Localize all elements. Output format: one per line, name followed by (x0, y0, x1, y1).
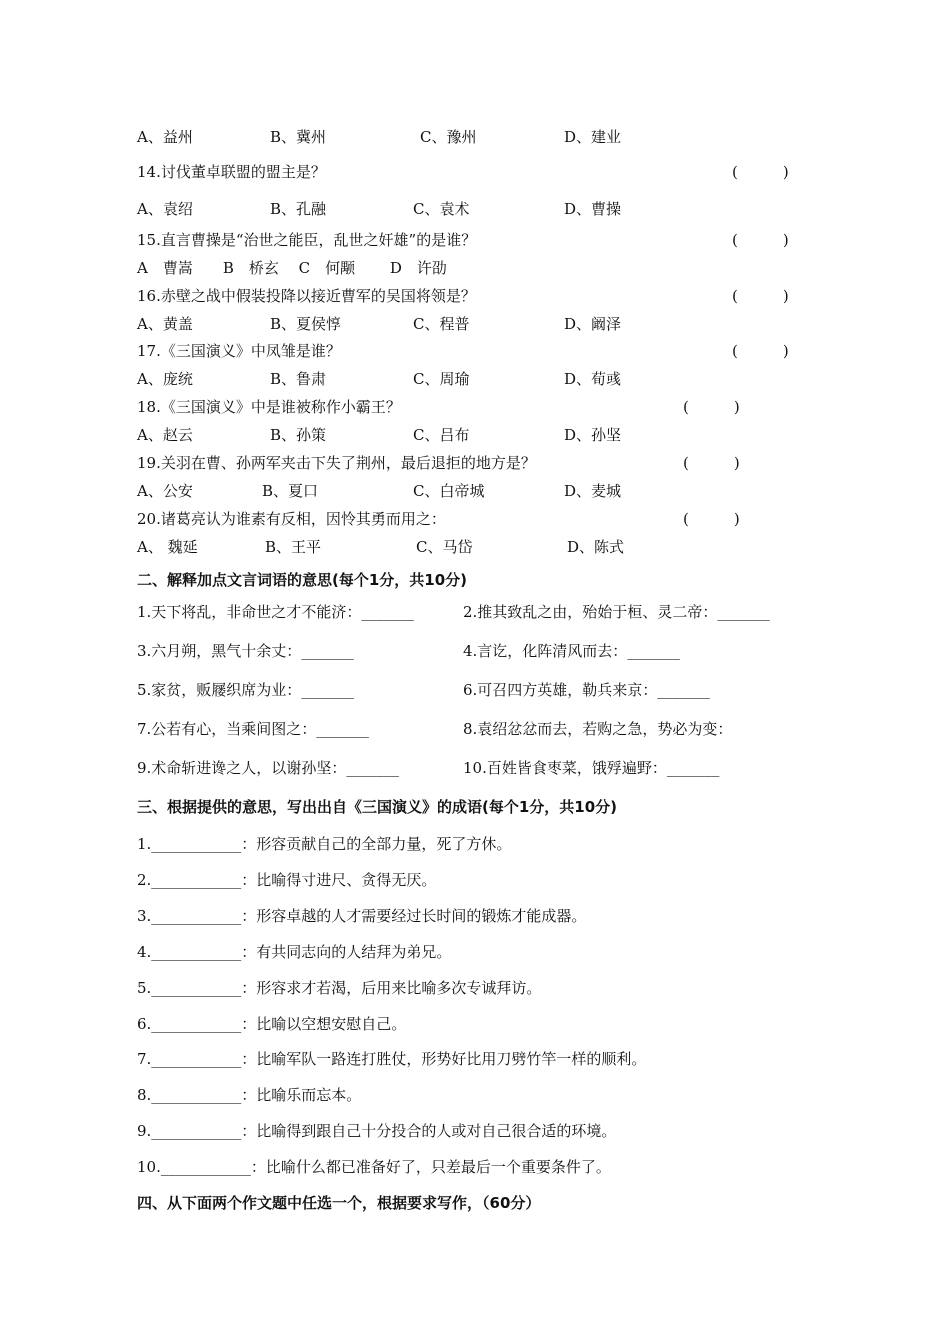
option-b: B、孔融 (270, 200, 327, 218)
option-d: D、荀彧 (564, 370, 622, 388)
option-b: B、夏口 (262, 482, 319, 500)
answer-paren: ( ) (732, 342, 789, 360)
option-d: D、麦城 (564, 482, 622, 500)
option-c: C、吕布 (413, 426, 470, 444)
question-20: 20.诸葛亮认为谁素有反相，因怜其勇而用之： (137, 510, 446, 528)
answer-paren: ( ) (732, 287, 789, 305)
option-b: B、王平 (265, 538, 322, 556)
question-16: 16.赤壁之战中假装投降以接近曹军的吴国将领是？ (137, 287, 476, 305)
section-3-item: 1.____________：形容贡献自己的全部力量，死了方休。 (137, 835, 512, 853)
option-c: C、袁术 (413, 200, 470, 218)
option-a: A、赵云 (137, 426, 193, 444)
section-3-item: 4.____________：有共同志向的人结拜为弟兄。 (137, 943, 452, 961)
answer-paren: ( ) (732, 231, 789, 249)
section-3-item: 6.____________：比喻以空想安慰自己。 (137, 1015, 407, 1033)
question-14: 14.讨伐董卓联盟的盟主是？ (137, 163, 326, 181)
section-2-item: 2.推其致乱之由，殆始于桓、灵二帝：_______ (463, 603, 770, 621)
option-d: D、阚泽 (564, 315, 622, 333)
option-a: A、袁绍 (137, 200, 193, 218)
options-line: A 曹嵩 B 桥玄 C 何颙 D 许劭 (137, 259, 447, 277)
question-18: 18.《三国演义》中是谁被称作小霸王？ (137, 398, 401, 416)
option-c: C、豫州 (420, 128, 477, 146)
answer-paren: ( ) (732, 163, 789, 181)
section-2-item: 9.术命斩进谗之人，以谢孙坚：_______ (137, 759, 399, 777)
section-3-item: 10.____________：比喻什么都已准备好了，只差最后一个重要条件了。 (137, 1158, 611, 1176)
section-3-item: 2.____________：比喻得寸进尺、贪得无厌。 (137, 871, 437, 889)
question-19: 19.关羽在曹、孙两军夹击下失了荆州，最后退拒的地方是？ (137, 454, 536, 472)
section-2-item: 1.天下将乱，非命世之才不能济：_______ (137, 603, 414, 621)
option-d: D、建业 (564, 128, 622, 146)
section-3-item: 8.____________：比喻乐而忘本。 (137, 1086, 362, 1104)
option-c: C、马岱 (416, 538, 473, 556)
option-c: C、程普 (413, 315, 470, 333)
section-2-item: 7.公若有心，当乘间图之：_______ (137, 720, 369, 738)
option-c: C、白帝城 (413, 482, 485, 500)
option-b: B、鲁肃 (270, 370, 327, 388)
option-a: A、 魏延 (137, 538, 198, 556)
option-a: A、公安 (137, 482, 193, 500)
option-a: A、庞统 (137, 370, 193, 388)
section-2-item: 4.言讫，化阵清风而去：_______ (463, 642, 680, 660)
section-3-item: 7.____________：比喻军队一路连打胜仗，形势好比用刀劈竹竿一样的顺利。 (137, 1050, 647, 1068)
section-2-item: 3.六月朔，黑气十余丈：_______ (137, 642, 354, 660)
question-15: 15.直言曹操是“治世之能臣，乱世之奸雄”的是谁？ (137, 231, 477, 249)
section-2-item: 6.可召四方英雄，勒兵来京：_______ (463, 681, 710, 699)
section-2-item: 10.百姓皆食枣菜，饿殍遍野：_______ (463, 759, 720, 777)
answer-paren: ( ) (683, 454, 740, 472)
section-2-item: 5.家贫，贩屦织席为业：_______ (137, 681, 354, 699)
section-3-item: 9.____________：比喻得到跟自己十分投合的人或对自己很合适的环境。 (137, 1122, 617, 1140)
option-b: B、夏侯惇 (270, 315, 342, 333)
option-d: D、曹操 (564, 200, 622, 218)
section-4-heading: 四、从下面两个作文题中任选一个，根据要求写作，（60分） (137, 1194, 541, 1212)
option-b: B、孙策 (270, 426, 327, 444)
answer-paren: ( ) (683, 510, 740, 528)
option-a: A、黄盖 (137, 315, 193, 333)
option-b: B、冀州 (270, 128, 327, 146)
option-d: D、孙坚 (564, 426, 622, 444)
section-3-heading: 三、根据提供的意思，写出出自《三国演义》的成语(每个1分，共10分) (137, 798, 618, 816)
question-17: 17.《三国演义》中凤雏是谁？ (137, 342, 341, 360)
answer-paren: ( ) (683, 398, 740, 416)
option-c: C、周瑜 (413, 370, 470, 388)
option-d: D、陈式 (567, 538, 625, 556)
section-3-item: 5.____________：形容求才若渴，后用来比喻多次专诚拜访。 (137, 979, 542, 997)
section-3-item: 3.____________：形容卓越的人才需要经过长时间的锻炼才能成器。 (137, 907, 587, 925)
section-2-heading: 二、解释加点文言词语的意思(每个1分，共10分) (137, 571, 468, 589)
section-2-item: 8.袁绍忿忿而去，若购之急，势必为变： (463, 720, 733, 738)
option-a: A、益州 (137, 128, 193, 146)
